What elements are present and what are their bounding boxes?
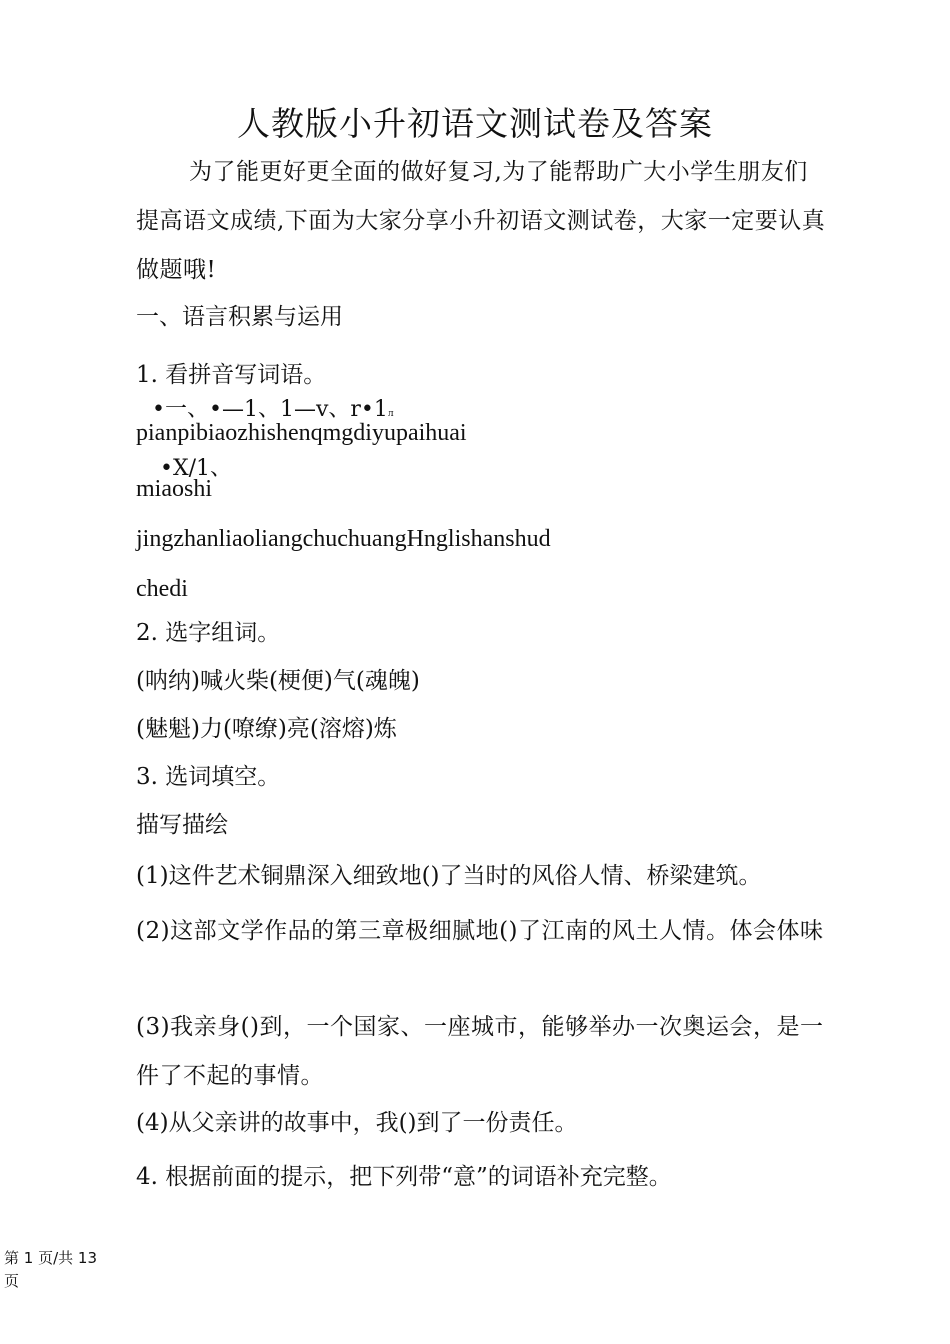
question-2-heading: 2. 选字组词。 [136, 620, 281, 646]
question-2-line-2: (魅魁)力(嘹缭)亮(溶熔)炼 [136, 716, 397, 742]
pinyin-line-2: miaoshi [136, 476, 212, 502]
section-heading: 一、语言积累与运用 [136, 304, 343, 330]
pinyin-line-1: pianpibiaozhishenqmgdiyupaihuai [136, 420, 467, 446]
pinyin-line-3: jingzhanliaoliangchuchuangHnglishanshud [136, 526, 551, 552]
question-3-item-1: (1)这件艺术铜鼎深入细致地()了当时的风俗人情、桥梁建筑。 [136, 863, 762, 889]
tone-marks-text: •一、•—1、1—v、r•1 [152, 397, 388, 422]
question-3-item-4: (4)从父亲讲的故事中，我()到了一份责任。 [136, 1110, 578, 1136]
question-3-heading: 3. 选词填空。 [136, 764, 281, 790]
question-4-heading: 4. 根据前面的提示，把下列带“意”的词语补充完整。 [136, 1164, 672, 1190]
page-number-footer: 第 1 页/共 13 页 [4, 1249, 97, 1290]
intro-paragraph: 为了能更好更全面的做好复习,为了能帮助广大小学生朋友们提高语文成绩,下面为大家分享小升初语文测试卷，大家一定要认真做题哦! [136, 159, 826, 283]
question-3-word-choices: 描写描绘 [136, 812, 228, 838]
question-1-heading: 1. 看拼音写词语。 [136, 362, 327, 388]
tone-marks-tiny: л [387, 409, 394, 419]
question-3-item-2: (2)这部文学作品的第三章极细腻地()了江南的风土人情。体会体味 [136, 918, 824, 944]
question-2-line-1: (呐纳)喊火柴(梗便)气(魂魄) [136, 668, 420, 694]
document-title: 人教版小升初语文测试卷及答案 [237, 104, 713, 143]
question-3-item-3: (3)我亲身()到，一个国家、一座城市，能够举办一次奥运会，是一件了不起的事情。 [136, 1014, 824, 1089]
tone-marks-line-2: •X/1、 [160, 456, 233, 481]
pinyin-line-4: chedi [136, 576, 188, 602]
